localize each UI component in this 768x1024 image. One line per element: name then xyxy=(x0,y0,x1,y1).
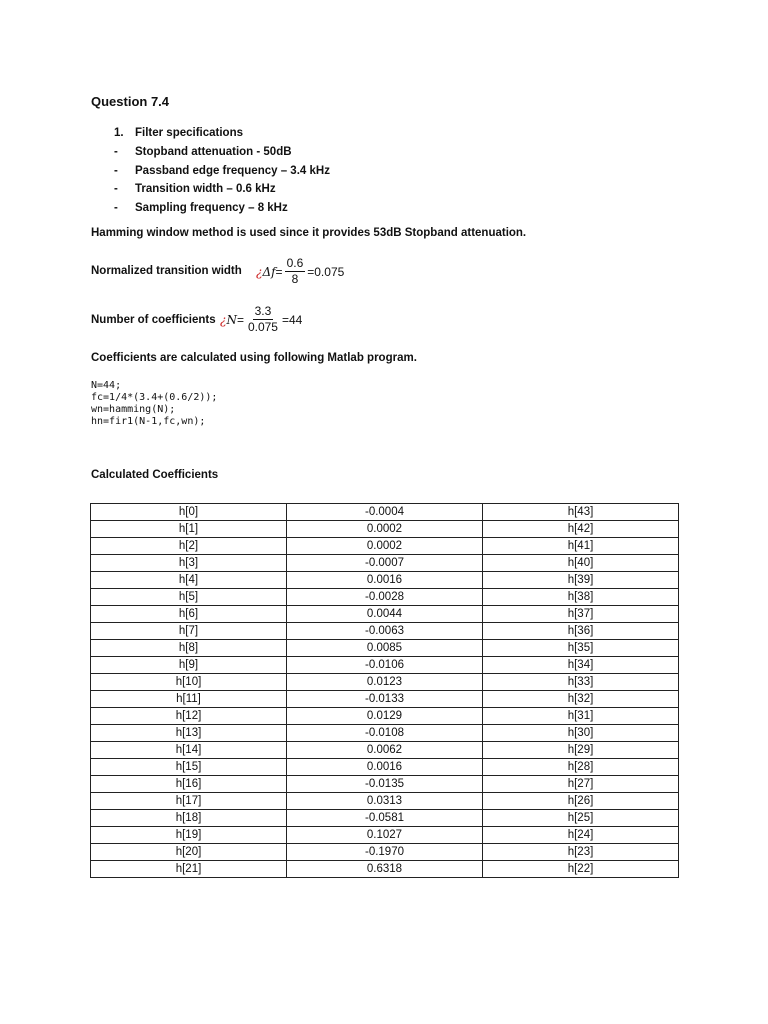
coefficient-mirror-index-cell: h[37] xyxy=(483,606,679,623)
coefficient-mirror-index-cell: h[33] xyxy=(483,674,679,691)
spec-item xyxy=(114,180,330,199)
spec-list xyxy=(114,124,330,218)
coefficient-mirror-index-cell: h[24] xyxy=(483,827,679,844)
coefficient-mirror-index-cell: h[42] xyxy=(483,521,679,538)
spec-item xyxy=(114,124,330,143)
coefficient-value-cell: 0.0062 xyxy=(287,742,483,759)
coefficient-index-cell: h[13] xyxy=(91,725,287,742)
table-row xyxy=(91,776,679,793)
table-row xyxy=(91,691,679,708)
formula-equals: = xyxy=(236,312,244,327)
coefficient-index-cell: h[15] xyxy=(91,759,287,776)
formula-fraction xyxy=(285,256,306,287)
coefficient-mirror-index-cell: h[28] xyxy=(483,759,679,776)
coefficient-mirror-index-cell: h[25] xyxy=(483,810,679,827)
coefficient-index-cell: h[2] xyxy=(91,538,287,555)
coefficient-index-cell: h[19] xyxy=(91,827,287,844)
spec-text: Stopband attenuation - 50dB xyxy=(135,145,292,158)
spec-bullet: 1. xyxy=(114,127,124,139)
coefficient-index-cell: h[18] xyxy=(91,810,287,827)
coefficient-value-cell: -0.0581 xyxy=(287,810,483,827)
table-row xyxy=(91,521,679,538)
spec-text: Filter specifications xyxy=(135,127,244,139)
table-row xyxy=(91,572,679,589)
formula-variable: N xyxy=(226,312,237,327)
coefficient-index-cell: h[1] xyxy=(91,521,287,538)
table-row xyxy=(91,844,679,861)
spec-item xyxy=(114,199,330,218)
calculated-heading: Calculated Coefficients xyxy=(91,469,219,481)
formula-prefix: ¿ xyxy=(220,312,227,327)
coefficient-value-cell: -0.0063 xyxy=(287,623,483,640)
coefficient-index-cell: h[6] xyxy=(91,606,287,623)
table-row xyxy=(91,538,679,555)
table-row xyxy=(91,623,679,640)
matlab-intro: Coefficients are calculated using following Matlab program. xyxy=(91,352,417,364)
formula-equals: = xyxy=(275,264,283,279)
table-row xyxy=(91,793,679,810)
table-row xyxy=(91,861,679,878)
table-row xyxy=(91,708,679,725)
coefficient-value-cell: 0.0002 xyxy=(287,538,483,555)
table-row xyxy=(91,725,679,742)
coefficient-value-cell: 0.0016 xyxy=(287,759,483,776)
spec-bullet: - xyxy=(114,202,118,215)
coefficients-table xyxy=(90,503,679,878)
coefficient-index-cell: h[5] xyxy=(91,589,287,606)
coefficient-mirror-index-cell: h[22] xyxy=(483,861,679,878)
formula-fraction xyxy=(246,304,280,335)
coefficient-index-cell: h[11] xyxy=(91,691,287,708)
coefficient-index-cell: h[20] xyxy=(91,844,287,861)
coefficient-index-cell: h[3] xyxy=(91,555,287,572)
code-line: wn=hamming(N); xyxy=(91,404,176,415)
coefficient-value-cell: 0.0129 xyxy=(287,708,483,725)
coefficient-value-cell: 0.0016 xyxy=(287,572,483,589)
coefficient-index-cell: h[7] xyxy=(91,623,287,640)
coefficient-index-cell: h[8] xyxy=(91,640,287,657)
spec-item xyxy=(114,143,330,162)
coefficient-mirror-index-cell: h[26] xyxy=(483,793,679,810)
coefficient-value-cell: 0.1027 xyxy=(287,827,483,844)
coefficient-mirror-index-cell: h[34] xyxy=(483,657,679,674)
coefficient-mirror-index-cell: h[36] xyxy=(483,623,679,640)
coefficients-label: Number of coefficients xyxy=(91,314,216,326)
spec-bullet: - xyxy=(114,145,118,158)
coefficient-index-cell: h[16] xyxy=(91,776,287,793)
code-line: hn=fir1(N-1,fc,wn); xyxy=(91,416,206,427)
coefficient-value-cell: -0.0007 xyxy=(287,555,483,572)
coefficient-mirror-index-cell: h[39] xyxy=(483,572,679,589)
fraction-denominator: 8 xyxy=(291,272,299,286)
table-row xyxy=(91,504,679,521)
coefficient-index-cell: h[12] xyxy=(91,708,287,725)
coefficient-index-cell: h[17] xyxy=(91,793,287,810)
table-row xyxy=(91,589,679,606)
table-row xyxy=(91,742,679,759)
coefficient-value-cell: -0.1970 xyxy=(287,844,483,861)
spec-bullet: - xyxy=(114,164,118,177)
coefficient-value-cell: 0.0313 xyxy=(287,793,483,810)
fraction-numerator: 3.3 xyxy=(254,304,272,318)
coefficient-index-cell: h[0] xyxy=(91,504,287,521)
matlab-code xyxy=(91,380,217,428)
coefficient-mirror-index-cell: h[38] xyxy=(483,589,679,606)
table-row xyxy=(91,640,679,657)
coefficients-table-wrap xyxy=(90,503,679,878)
table-row xyxy=(91,657,679,674)
normalized-formula xyxy=(256,256,344,287)
coefficient-value-cell: 0.6318 xyxy=(287,861,483,878)
coefficient-value-cell: 0.0123 xyxy=(287,674,483,691)
coefficient-mirror-index-cell: h[29] xyxy=(483,742,679,759)
coefficient-value-cell: 0.0044 xyxy=(287,606,483,623)
coefficient-value-cell: 0.0002 xyxy=(287,521,483,538)
code-line: N=44; xyxy=(91,380,122,391)
spec-text: Passband edge frequency – 3.4 kHz xyxy=(135,164,330,177)
coefficient-mirror-index-cell: h[35] xyxy=(483,640,679,657)
coefficient-index-cell: h[9] xyxy=(91,657,287,674)
coefficients-formula xyxy=(220,304,302,335)
question-title: Question 7.4 xyxy=(91,94,170,109)
coefficient-mirror-index-cell: h[27] xyxy=(483,776,679,793)
spec-item xyxy=(114,162,330,181)
formula-variable: Δf xyxy=(262,264,276,279)
coefficient-index-cell: h[4] xyxy=(91,572,287,589)
spec-text: Sampling frequency – 8 kHz xyxy=(135,202,288,215)
coefficient-mirror-index-cell: h[31] xyxy=(483,708,679,725)
spec-bullet: - xyxy=(114,183,118,196)
coefficient-mirror-index-cell: h[23] xyxy=(483,844,679,861)
coefficient-value-cell: -0.0028 xyxy=(287,589,483,606)
table-row xyxy=(91,555,679,572)
coefficient-index-cell: h[14] xyxy=(91,742,287,759)
coefficient-value-cell: -0.0004 xyxy=(287,504,483,521)
hamming-paragraph: Hamming window method is used since it provides 53dB Stopband attenuation. xyxy=(91,227,527,239)
coefficient-index-cell: h[21] xyxy=(91,861,287,878)
formula-prefix: ¿ xyxy=(256,264,263,279)
table-row xyxy=(91,674,679,691)
coefficient-mirror-index-cell: h[32] xyxy=(483,691,679,708)
coefficient-value-cell: -0.0133 xyxy=(287,691,483,708)
normalized-label: Normalized transition width xyxy=(91,265,242,277)
coefficient-value-cell: -0.0108 xyxy=(287,725,483,742)
fraction-denominator: 0.075 xyxy=(247,320,278,334)
coefficient-value-cell: -0.0135 xyxy=(287,776,483,793)
formula-result: =0.075 xyxy=(307,264,345,279)
coefficient-mirror-index-cell: h[30] xyxy=(483,725,679,742)
table-row xyxy=(91,827,679,844)
spec-text: Transition width – 0.6 kHz xyxy=(135,183,276,196)
coefficients-table-body xyxy=(91,504,679,878)
coefficient-value-cell: -0.0106 xyxy=(287,657,483,674)
coefficient-index-cell: h[10] xyxy=(91,674,287,691)
coefficient-mirror-index-cell: h[43] xyxy=(483,504,679,521)
coefficient-mirror-index-cell: h[41] xyxy=(483,538,679,555)
table-row xyxy=(91,759,679,776)
table-row xyxy=(91,606,679,623)
fraction-numerator: 0.6 xyxy=(286,256,304,270)
formula-result: =44 xyxy=(281,312,303,327)
coefficient-value-cell: 0.0085 xyxy=(287,640,483,657)
code-line: fc=1/4*(3.4+(0.6/2)); xyxy=(91,392,218,403)
coefficient-mirror-index-cell: h[40] xyxy=(483,555,679,572)
table-row xyxy=(91,810,679,827)
